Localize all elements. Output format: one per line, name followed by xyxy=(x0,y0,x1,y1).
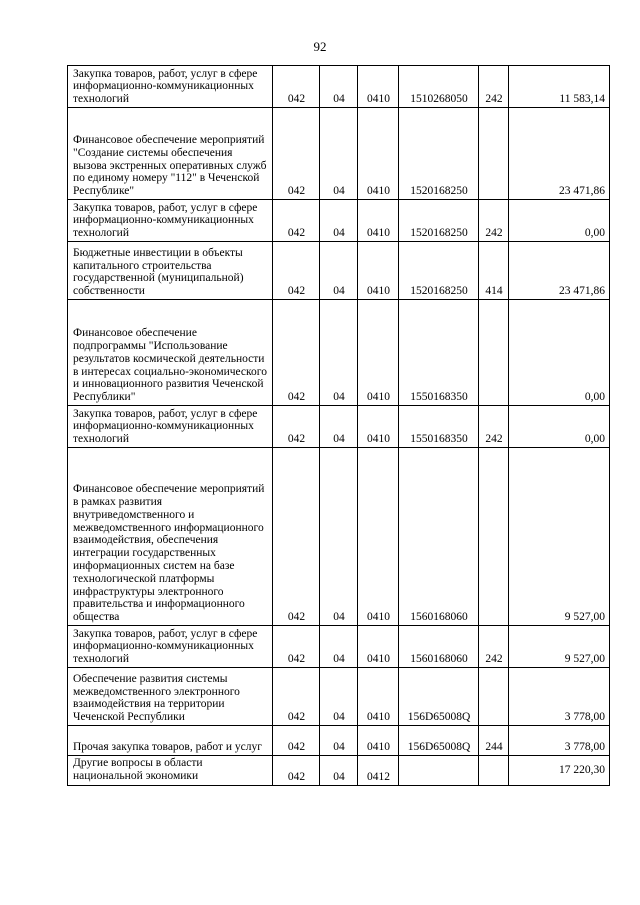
table-row xyxy=(68,448,610,626)
row-ministry-code: 042 xyxy=(273,406,320,448)
row-ministry-code: 042 xyxy=(273,726,320,756)
row-cost-type xyxy=(479,300,509,406)
row-name: Бюджетные инвестиции в объекты капитального строительства государственной (муниципальной) собственности xyxy=(68,242,273,300)
row-amount: 3 778,00 xyxy=(509,726,610,756)
row-cost-type: 244 xyxy=(479,726,509,756)
row-section-code: 04 xyxy=(320,406,358,448)
row-target-code: 1560168060 xyxy=(399,448,479,626)
row-name: Другие вопросы в области национальной экономики xyxy=(68,756,273,786)
row-ministry-code: 042 xyxy=(273,242,320,300)
row-section-code: 04 xyxy=(320,668,358,726)
row-name: Финансовое обеспечение мероприятий "Создание системы обеспечения вызова экстренных оперативных служб по единому номеру "112" в Чеченской Республике" xyxy=(68,108,273,200)
row-cost-type: 414 xyxy=(479,242,509,300)
row-target-code: 156D65008Q xyxy=(399,668,479,726)
table-row xyxy=(68,200,610,242)
row-amount: 3 778,00 xyxy=(509,668,610,726)
row-section-code: 04 xyxy=(320,726,358,756)
row-amount: 0,00 xyxy=(509,300,610,406)
row-amount: 0,00 xyxy=(509,406,610,448)
row-target-code: 1550168350 xyxy=(399,406,479,448)
row-amount: 9 527,00 xyxy=(509,626,610,668)
row-ministry-code: 042 xyxy=(273,448,320,626)
row-cost-type xyxy=(479,108,509,200)
row-cost-type xyxy=(479,756,509,786)
table-row xyxy=(68,108,610,200)
row-target-code xyxy=(399,756,479,786)
row-subsection-code: 0410 xyxy=(358,108,399,200)
row-subsection-code: 0410 xyxy=(358,448,399,626)
row-ministry-code: 042 xyxy=(273,756,320,786)
row-subsection-code: 0410 xyxy=(358,668,399,726)
row-amount: 9 527,00 xyxy=(509,448,610,626)
row-amount: 23 471,86 xyxy=(509,242,610,300)
row-ministry-code: 042 xyxy=(273,626,320,668)
table-row xyxy=(68,242,610,300)
row-name: Закупка товаров, работ, услуг в сфере информационно-коммуникационных технологий xyxy=(68,66,273,108)
budget-table xyxy=(67,65,610,786)
row-section-code: 04 xyxy=(320,108,358,200)
row-subsection-code: 0410 xyxy=(358,66,399,108)
row-target-code: 1550168350 xyxy=(399,300,479,406)
row-amount: 11 583,14 xyxy=(509,66,610,108)
row-name: Закупка товаров, работ, услуг в сфере информационно-коммуникационных технологий xyxy=(68,406,273,448)
row-amount: 17 220,30 xyxy=(509,756,610,786)
table-row xyxy=(68,668,610,726)
row-cost-type: 242 xyxy=(479,200,509,242)
row-subsection-code: 0410 xyxy=(358,626,399,668)
row-target-code: 1560168060 xyxy=(399,626,479,668)
row-cost-type xyxy=(479,668,509,726)
row-ministry-code: 042 xyxy=(273,200,320,242)
table-row xyxy=(68,406,610,448)
row-subsection-code: 0410 xyxy=(358,242,399,300)
table-row xyxy=(68,300,610,406)
row-subsection-code: 0410 xyxy=(358,300,399,406)
table-row xyxy=(68,726,610,756)
row-cost-type: 242 xyxy=(479,406,509,448)
row-section-code: 04 xyxy=(320,66,358,108)
row-subsection-code: 0412 xyxy=(358,756,399,786)
row-section-code: 04 xyxy=(320,756,358,786)
page-number: 92 xyxy=(313,39,327,54)
row-name: Закупка товаров, работ, услуг в сфере информационно-коммуникационных технологий xyxy=(68,200,273,242)
table-row xyxy=(68,626,610,668)
row-amount: 23 471,86 xyxy=(509,108,610,200)
row-cost-type: 242 xyxy=(479,66,509,108)
row-ministry-code: 042 xyxy=(273,668,320,726)
table-row xyxy=(68,756,610,786)
row-name: Закупка товаров, работ, услуг в сфере информационно-коммуникационных технологий xyxy=(68,626,273,668)
row-target-code: 1520168250 xyxy=(399,242,479,300)
row-name: Прочая закупка товаров, работ и услуг xyxy=(68,726,273,756)
row-name: Обеспечение развития системы межведомственного электронного взаимодействия на территории Чеченской Республики xyxy=(68,668,273,726)
row-section-code: 04 xyxy=(320,200,358,242)
row-target-code: 1520168250 xyxy=(399,200,479,242)
row-section-code: 04 xyxy=(320,242,358,300)
row-ministry-code: 042 xyxy=(273,300,320,406)
row-name: Финансовое обеспечение подпрограммы "Использование результатов космической деятельности в интересах социально-экономического и инновационного развития Чеченской Республики" xyxy=(68,300,273,406)
row-ministry-code: 042 xyxy=(273,66,320,108)
row-target-code: 156D65008Q xyxy=(399,726,479,756)
row-section-code: 04 xyxy=(320,448,358,626)
row-subsection-code: 0410 xyxy=(358,406,399,448)
row-subsection-code: 0410 xyxy=(358,726,399,756)
row-cost-type: 242 xyxy=(479,626,509,668)
row-section-code: 04 xyxy=(320,300,358,406)
row-section-code: 04 xyxy=(320,626,358,668)
table-row xyxy=(68,66,610,108)
row-cost-type xyxy=(479,448,509,626)
row-target-code: 1510268050 xyxy=(399,66,479,108)
row-name: Финансовое обеспечение мероприятий в рамках развития внутриведомственного и межведомственного информационного взаимодействия, обеспечения интеграции государственных информационных систем на базе технологической платформы инфраструктуры электронного правительства и информационного общества xyxy=(68,448,273,626)
row-ministry-code: 042 xyxy=(273,108,320,200)
row-target-code: 1520168250 xyxy=(399,108,479,200)
row-amount: 0,00 xyxy=(509,200,610,242)
row-subsection-code: 0410 xyxy=(358,200,399,242)
